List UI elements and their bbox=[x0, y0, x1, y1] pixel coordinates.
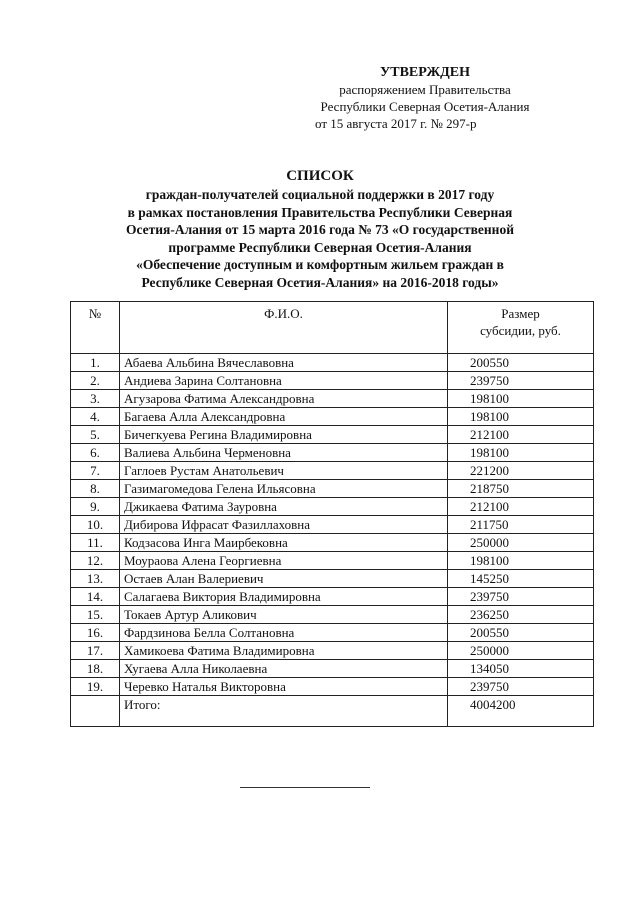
row-subsidy: 211750 bbox=[448, 516, 594, 534]
row-name: Кодзасова Инга Маирбековна bbox=[120, 534, 448, 552]
row-number: 10. bbox=[71, 516, 120, 534]
row-number: 13. bbox=[71, 570, 120, 588]
row-subsidy: 198100 bbox=[448, 390, 594, 408]
total-sum: 4004200 bbox=[448, 696, 594, 727]
document-heading bbox=[70, 166, 570, 291]
header-sum-line1: Размер bbox=[501, 306, 540, 321]
row-name: Андиева Зарина Солтановна bbox=[120, 372, 448, 390]
header-sum bbox=[448, 302, 594, 354]
row-subsidy: 236250 bbox=[448, 606, 594, 624]
row-name: Остаев Алан Валериевич bbox=[120, 570, 448, 588]
row-subsidy: 250000 bbox=[448, 642, 594, 660]
row-name: Абаева Альбина Вячеславовна bbox=[120, 354, 448, 372]
table-row bbox=[71, 372, 594, 390]
row-number: 14. bbox=[71, 588, 120, 606]
approval-title: УТВЕРЖДЕН bbox=[379, 65, 471, 80]
table-row bbox=[71, 408, 594, 426]
row-number: 5. bbox=[71, 426, 120, 444]
table-row bbox=[71, 606, 594, 624]
table-row bbox=[71, 552, 594, 570]
row-number: 11. bbox=[71, 534, 120, 552]
row-name: Газимагомедова Гелена Ильясовна bbox=[120, 480, 448, 498]
row-subsidy: 200550 bbox=[448, 354, 594, 372]
row-subsidy: 198100 bbox=[448, 552, 594, 570]
row-name: Салагаева Виктория Владимировна bbox=[120, 588, 448, 606]
subtitle-line: Республике Северная Осетия-Алания» на 2016-2018 годы» bbox=[141, 274, 499, 290]
row-number: 8. bbox=[71, 480, 120, 498]
row-name: Фардзинова Белла Солтановна bbox=[120, 624, 448, 642]
row-name: Гаглоев Рустам Анатольевич bbox=[120, 462, 448, 480]
table-row bbox=[71, 516, 594, 534]
row-name: Дибирова Ифрасат Фазиллаховна bbox=[120, 516, 448, 534]
row-name: Токаев Артур Аликович bbox=[120, 606, 448, 624]
row-name: Черевко Наталья Викторовна bbox=[120, 678, 448, 696]
row-number: 4. bbox=[71, 408, 120, 426]
row-name: Бичегкуева Регина Владимировна bbox=[120, 426, 448, 444]
row-number: 17. bbox=[71, 642, 120, 660]
row-subsidy: 198100 bbox=[448, 444, 594, 462]
row-number: 2. bbox=[71, 372, 120, 390]
table-row bbox=[71, 426, 594, 444]
header-name: Ф.И.О. bbox=[120, 302, 448, 354]
row-name: Багаева Алла Александровна bbox=[120, 408, 448, 426]
subtitle-line: граждан-получателей социальной поддержки в 2017 году bbox=[145, 187, 495, 202]
row-subsidy: 134050 bbox=[448, 660, 594, 678]
row-number: 19. bbox=[71, 678, 120, 696]
row-number: 3. bbox=[71, 390, 120, 408]
bottom-divider bbox=[240, 787, 370, 788]
total-label: Итого: bbox=[120, 696, 448, 727]
recipients-table bbox=[70, 301, 594, 727]
table-row bbox=[71, 354, 594, 372]
row-number: 18. bbox=[71, 660, 120, 678]
header-num: № bbox=[71, 302, 120, 354]
row-name: Агузарова Фатима Александровна bbox=[120, 390, 448, 408]
table-row bbox=[71, 588, 594, 606]
row-name: Хамикоева Фатима Владимировна bbox=[120, 642, 448, 660]
approval-region: Республики Северная Осетия-Алания bbox=[320, 99, 530, 114]
row-subsidy: 239750 bbox=[448, 372, 594, 390]
table-total-row bbox=[71, 696, 594, 727]
table-row bbox=[71, 390, 594, 408]
row-number: 9. bbox=[71, 498, 120, 516]
subtitle-line: программе Республики Северная Осетия-Алания bbox=[168, 239, 472, 255]
table-row bbox=[71, 624, 594, 642]
subtitle-line: в рамках постановления Правительства Республики Северная bbox=[127, 204, 513, 220]
row-name: Джикаева Фатима Зауровна bbox=[120, 498, 448, 516]
row-subsidy: 218750 bbox=[448, 480, 594, 498]
total-num bbox=[71, 696, 120, 727]
table-row bbox=[71, 462, 594, 480]
table-row bbox=[71, 498, 594, 516]
subtitle-line: «Обеспечение доступным и комфортным жильем граждан в bbox=[136, 257, 504, 272]
row-name: Моураова Алена Георгиевна bbox=[120, 552, 448, 570]
table-row bbox=[71, 678, 594, 696]
table-row bbox=[71, 480, 594, 498]
approval-block bbox=[300, 64, 550, 132]
subtitle-line: Осетия-Алания от 15 марта 2016 года № 73 «О государственной bbox=[126, 222, 514, 237]
row-number: 1. bbox=[71, 354, 120, 372]
approval-authority: распоряжением Правительства bbox=[339, 82, 511, 97]
row-name: Валиева Альбина Черменовна bbox=[120, 444, 448, 462]
row-subsidy: 200550 bbox=[448, 624, 594, 642]
table-row bbox=[71, 660, 594, 678]
row-subsidy: 212100 bbox=[448, 426, 594, 444]
row-number: 15. bbox=[71, 606, 120, 624]
row-subsidy: 198100 bbox=[448, 408, 594, 426]
row-subsidy: 239750 bbox=[448, 588, 594, 606]
table-header-row bbox=[71, 302, 594, 354]
table-row bbox=[71, 534, 594, 552]
table-row bbox=[71, 642, 594, 660]
row-subsidy: 239750 bbox=[448, 678, 594, 696]
row-number: 12. bbox=[71, 552, 120, 570]
table-row bbox=[71, 444, 594, 462]
row-subsidy: 221200 bbox=[448, 462, 594, 480]
row-subsidy: 145250 bbox=[448, 570, 594, 588]
document-title: СПИСОК bbox=[286, 168, 354, 184]
row-subsidy: 212100 bbox=[448, 498, 594, 516]
table-row bbox=[71, 570, 594, 588]
row-number: 16. bbox=[71, 624, 120, 642]
row-subsidy: 250000 bbox=[448, 534, 594, 552]
row-number: 7. bbox=[71, 462, 120, 480]
header-sum-line2: субсидии, руб. bbox=[480, 323, 561, 338]
row-number: 6. bbox=[71, 444, 120, 462]
row-name: Хугаева Алла Николаевна bbox=[120, 660, 448, 678]
approval-date-number: от 15 августа 2017 г. № 297-р bbox=[315, 116, 477, 131]
